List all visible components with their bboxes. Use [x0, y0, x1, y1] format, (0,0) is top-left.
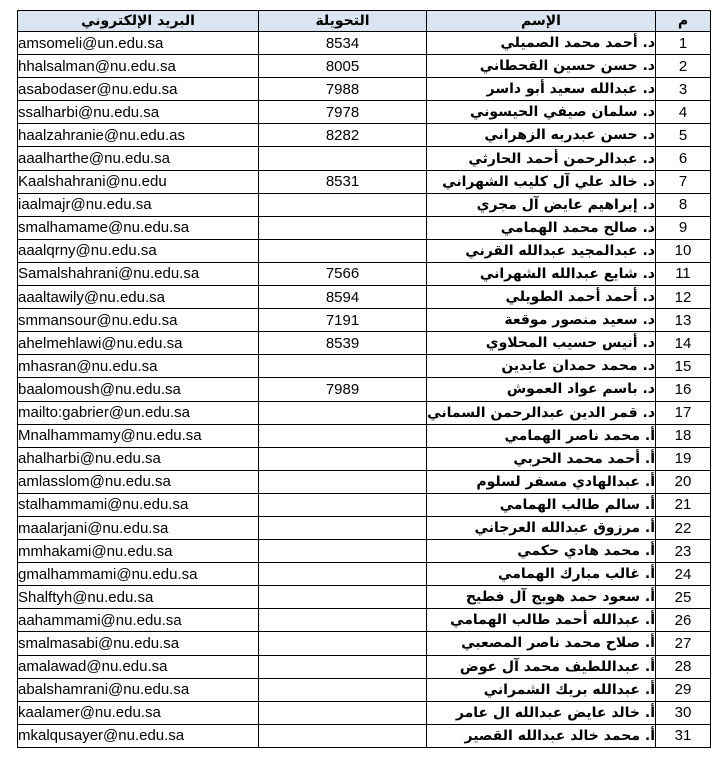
name-cell: د. سلمان صيفي الحيسوني [427, 101, 656, 124]
email-cell: mailto:gabrier@un.edu.sa [18, 401, 259, 424]
number-cell: 12 [656, 286, 711, 309]
email-cell: stalhammami@nu.edu.sa [18, 493, 259, 516]
number-cell: 23 [656, 540, 711, 563]
name-cell: د. صالح محمد الهمامي [427, 216, 656, 239]
name-cell: د. حسن عبدربه الزهراني [427, 124, 656, 147]
table-row [18, 101, 711, 124]
extension-cell [259, 401, 427, 424]
extension-cell: 8594 [259, 286, 427, 309]
table-row [18, 147, 711, 170]
email-cell: haalzahranie@nu.edu.as [18, 124, 259, 147]
table-row [18, 516, 711, 539]
extension-cell [259, 678, 427, 701]
name-cell: د. عبدالمجيد عبدالله القرني [427, 239, 656, 262]
table-row [18, 32, 711, 55]
table-row [18, 678, 711, 701]
header-name: الإسم [427, 11, 656, 32]
email-cell: ahalharbi@nu.edu.sa [18, 447, 259, 470]
number-cell: 15 [656, 355, 711, 378]
header-email: البريد الإلكتروني [18, 11, 259, 32]
number-cell: 6 [656, 147, 711, 170]
extension-cell: 7191 [259, 309, 427, 332]
extension-cell: 7989 [259, 378, 427, 401]
email-cell: hhalsalman@nu.edu.sa [18, 55, 259, 78]
name-cell: د. سعيد منصور موقعة [427, 309, 656, 332]
table-row [18, 332, 711, 355]
email-cell: kaalamer@nu.edu.sa [18, 701, 259, 724]
number-cell: 20 [656, 470, 711, 493]
table-row [18, 655, 711, 678]
table-row [18, 55, 711, 78]
email-cell: asabodaser@nu.edu.sa [18, 78, 259, 101]
extension-cell [259, 540, 427, 563]
name-cell: أ. محمد ناصر الهمامي [427, 424, 656, 447]
email-cell: smalhamame@nu.edu.sa [18, 216, 259, 239]
extension-cell: 8282 [259, 124, 427, 147]
email-cell: aaaltawily@nu.edu.sa [18, 286, 259, 309]
number-cell: 5 [656, 124, 711, 147]
email-cell: Kaalshahrani@nu.edu [18, 170, 259, 193]
extension-cell [259, 563, 427, 586]
email-cell: amsomeli@un.edu.sa [18, 32, 259, 55]
table-row [18, 193, 711, 216]
name-cell: د. أحمد محمد الصميلي [427, 32, 656, 55]
name-cell: أ. عبدالله أحمد طالب الهمامي [427, 609, 656, 632]
table-row [18, 586, 711, 609]
table-row [18, 493, 711, 516]
table-row [18, 378, 711, 401]
number-cell: 24 [656, 563, 711, 586]
table-row [18, 447, 711, 470]
extension-cell: 7978 [259, 101, 427, 124]
staff-directory-sheet [17, 10, 710, 748]
email-cell: maalarjani@nu.edu.sa [18, 516, 259, 539]
table-row [18, 262, 711, 285]
email-cell: ahelmehlawi@nu.edu.sa [18, 332, 259, 355]
number-cell: 4 [656, 101, 711, 124]
extension-cell: 7988 [259, 78, 427, 101]
number-cell: 26 [656, 609, 711, 632]
email-cell: gmalhammami@nu.edu.sa [18, 563, 259, 586]
table-row [18, 286, 711, 309]
email-cell: aaalqrny@nu.edu.sa [18, 239, 259, 262]
extension-cell [259, 239, 427, 262]
number-cell: 10 [656, 239, 711, 262]
number-cell: 16 [656, 378, 711, 401]
number-cell: 22 [656, 516, 711, 539]
extension-cell [259, 701, 427, 724]
number-cell: 1 [656, 32, 711, 55]
extension-cell [259, 609, 427, 632]
number-cell: 25 [656, 586, 711, 609]
extension-cell [259, 355, 427, 378]
name-cell: أ. عبداللطيف محمد آل عوض [427, 655, 656, 678]
table-row [18, 540, 711, 563]
name-cell: د. أحمد أحمد الطويلي [427, 286, 656, 309]
email-cell: amalawad@nu.edu.sa [18, 655, 259, 678]
name-cell: د. شايع عبدالله الشهراني [427, 262, 656, 285]
table-row [18, 401, 711, 424]
table-row [18, 724, 711, 747]
header-extension: التحويلة [259, 11, 427, 32]
number-cell: 18 [656, 424, 711, 447]
name-cell: د. إبراهيم عايض آل مجري [427, 193, 656, 216]
number-cell: 2 [656, 55, 711, 78]
name-cell: د. عبدالله سعيد أبو داسر [427, 78, 656, 101]
email-cell: baalomoush@nu.edu.sa [18, 378, 259, 401]
name-cell: أ. عبدالله بريك الشمراني [427, 678, 656, 701]
number-cell: 27 [656, 632, 711, 655]
email-cell: ssalharbi@nu.edu.sa [18, 101, 259, 124]
extension-cell [259, 516, 427, 539]
extension-cell [259, 193, 427, 216]
extension-cell [259, 655, 427, 678]
number-cell: 19 [656, 447, 711, 470]
name-cell: أ. خالد عايض عبدالله ال عامر [427, 701, 656, 724]
number-cell: 9 [656, 216, 711, 239]
name-cell: د. حسن حسين القحطاني [427, 55, 656, 78]
number-cell: 8 [656, 193, 711, 216]
table-row [18, 424, 711, 447]
number-cell: 31 [656, 724, 711, 747]
staff-directory-table [17, 10, 711, 748]
name-cell: د. محمد حمدان عابدين [427, 355, 656, 378]
name-cell: أ. محمد خالد عبدالله القصير [427, 724, 656, 747]
name-cell: د. خالد علي آل كليب الشهراني [427, 170, 656, 193]
email-cell: aahammami@nu.edu.sa [18, 609, 259, 632]
table-row [18, 78, 711, 101]
number-cell: 21 [656, 493, 711, 516]
number-cell: 14 [656, 332, 711, 355]
extension-cell [259, 147, 427, 170]
extension-cell: 8005 [259, 55, 427, 78]
extension-cell: 7566 [259, 262, 427, 285]
header-row [18, 11, 711, 32]
name-cell: أ. محمد هادي حكمي [427, 540, 656, 563]
extension-cell [259, 632, 427, 655]
name-cell: د. عبدالرحمن أحمد الحارثي [427, 147, 656, 170]
header-number: م [656, 11, 711, 32]
table-row [18, 216, 711, 239]
table-body [18, 32, 711, 748]
number-cell: 28 [656, 655, 711, 678]
extension-cell: 8531 [259, 170, 427, 193]
table-row [18, 309, 711, 332]
name-cell: د. أنيس حسيب المحلاوي [427, 332, 656, 355]
number-cell: 13 [656, 309, 711, 332]
email-cell: Shalftyh@nu.edu.sa [18, 586, 259, 609]
name-cell: أ. غالب مبارك الهمامي [427, 563, 656, 586]
email-cell: mkalqusayer@nu.edu.sa [18, 724, 259, 747]
name-cell: د. قمر الدين عبدالرحمن السماني [427, 401, 656, 424]
email-cell: mmhakami@nu.edu.sa [18, 540, 259, 563]
name-cell: أ. أحمد محمد الحربي [427, 447, 656, 470]
email-cell: abalshamrani@nu.edu.sa [18, 678, 259, 701]
extension-cell [259, 216, 427, 239]
name-cell: أ. صلاح محمد ناصر المصعبي [427, 632, 656, 655]
extension-cell [259, 424, 427, 447]
email-cell: Samalshahrani@nu.edu.sa [18, 262, 259, 285]
extension-cell [259, 470, 427, 493]
table-row [18, 632, 711, 655]
name-cell: د. باسم عواد العموش [427, 378, 656, 401]
number-cell: 17 [656, 401, 711, 424]
table-row [18, 563, 711, 586]
email-cell: smalmasabi@nu.edu.sa [18, 632, 259, 655]
extension-cell: 8534 [259, 32, 427, 55]
table-row [18, 701, 711, 724]
extension-cell [259, 586, 427, 609]
table-row [18, 355, 711, 378]
extension-cell [259, 724, 427, 747]
number-cell: 30 [656, 701, 711, 724]
name-cell: أ. سالم طالب الهمامي [427, 493, 656, 516]
table-row [18, 470, 711, 493]
name-cell: أ. عبدالهادي مسفر لسلوم [427, 470, 656, 493]
email-cell: iaalmajr@nu.edu.sa [18, 193, 259, 216]
email-cell: mhasran@nu.edu.sa [18, 355, 259, 378]
extension-cell: 8539 [259, 332, 427, 355]
extension-cell [259, 447, 427, 470]
email-cell: amlasslom@nu.edu.sa [18, 470, 259, 493]
name-cell: أ. مرزوق عبدالله العرجاني [427, 516, 656, 539]
email-cell: Mnalhammamy@nu.edu.sa [18, 424, 259, 447]
number-cell: 3 [656, 78, 711, 101]
table-row [18, 239, 711, 262]
table-row [18, 124, 711, 147]
number-cell: 29 [656, 678, 711, 701]
table-row [18, 170, 711, 193]
name-cell: أ. سعود حمد هويج آل فطيح [427, 586, 656, 609]
number-cell: 7 [656, 170, 711, 193]
extension-cell [259, 493, 427, 516]
email-cell: aaalharthe@nu.edu.sa [18, 147, 259, 170]
number-cell: 11 [656, 262, 711, 285]
email-cell: smmansour@nu.edu.sa [18, 309, 259, 332]
table-row [18, 609, 711, 632]
